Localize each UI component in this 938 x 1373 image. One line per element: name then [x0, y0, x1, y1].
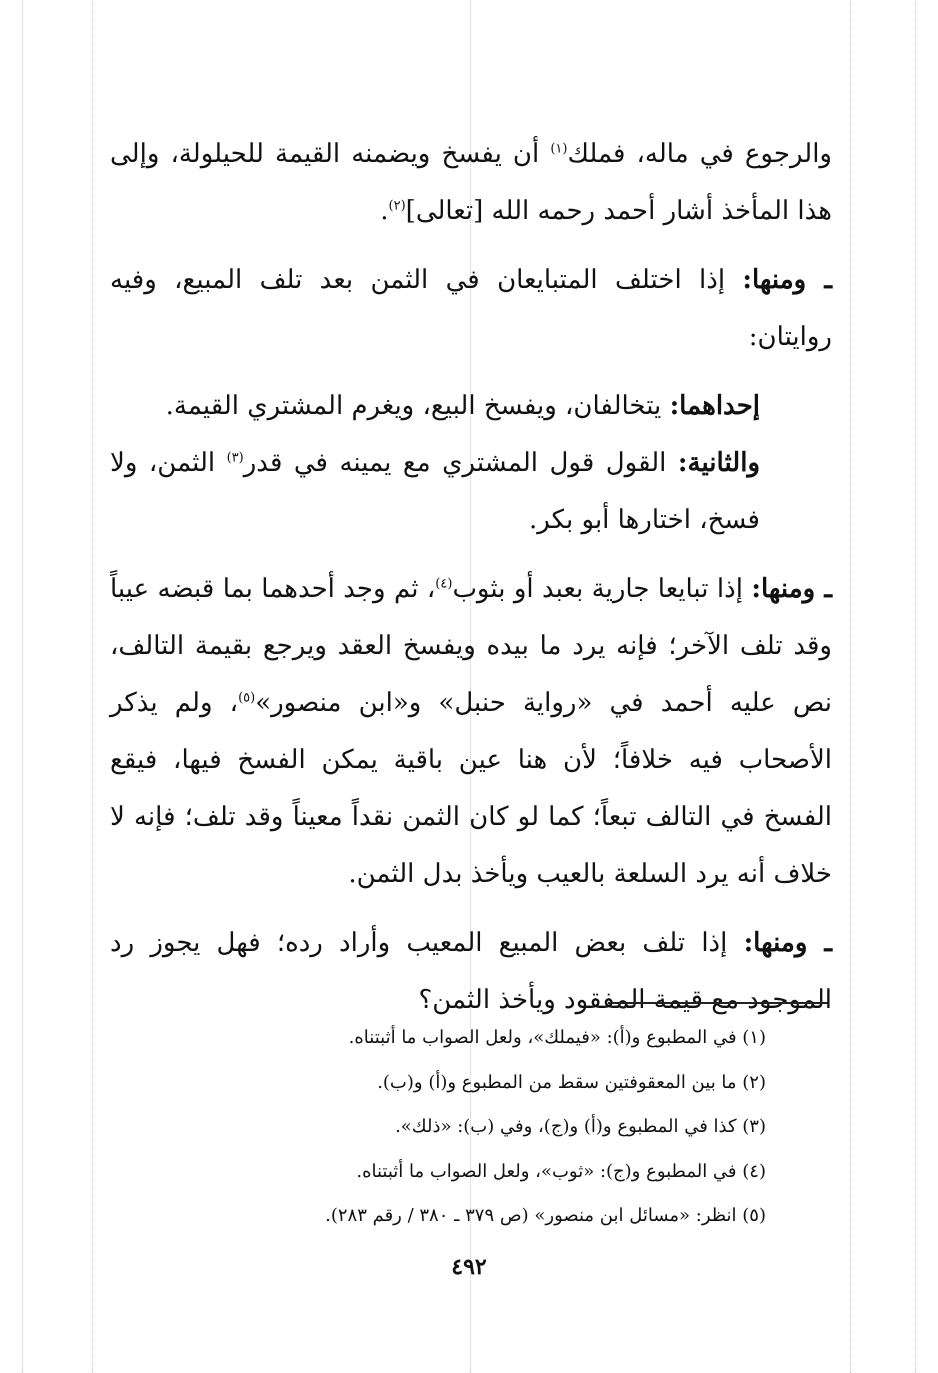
- paragraph-intro: [110, 126, 832, 240]
- text-segment: .: [380, 196, 389, 226]
- footnote-divider: [608, 1002, 828, 1004]
- footnote-2: (٢) ما بين المعقوفتين سقط من المطبوع و(أ) و(ب).: [377, 1071, 766, 1093]
- paragraph-price-dispute: [110, 252, 832, 366]
- paragraph-partial-loss: [110, 915, 832, 1029]
- paragraph-label: إحداهما:: [669, 391, 760, 421]
- text-segment: الثمن، ولا فسخ، اختارها أبو بكر.: [110, 448, 760, 535]
- footnotes: [166, 1016, 766, 1239]
- page-number: ٤٩٢: [451, 1254, 487, 1280]
- scan-guide-line: [22, 0, 23, 1373]
- text-segment: ، ثم وجد أحدهما بما قبضه عيباً وقد تلف الآخر؛ فإنه يرد ما بيده ويفسخ العقد ويرجع بقيمة التالف، نص عليه أحمد في «رواية حنبل» و«ابن منصور»: [110, 574, 832, 718]
- text-segment: القول قول المشتري مع يمينه في قدر: [243, 448, 667, 478]
- paragraph-label: ـ ومنها:: [742, 265, 832, 295]
- main-text: [110, 126, 832, 1029]
- paragraph-second-narration: [110, 435, 832, 549]
- paragraph-first-narration: [110, 378, 832, 435]
- footnote-1: (١) في المطبوع و(أ): «فيملك»، ولعل الصواب ما أثبتناه.: [348, 1027, 766, 1048]
- text-segment: إذا تلف بعض المبيع المعيب وأراد رده؛ فهل يجوز رد الموجود مع قيمة المفقود ويأخذ الثمن؟: [110, 928, 832, 1015]
- text-segment: أن يفسخ ويضمنه القيمة للحيلولة، وإلى هذا المأخذ أشار أحمد رحمه الله [تعالى]: [110, 139, 832, 226]
- paragraph-label: ـ ومنها:: [751, 574, 832, 604]
- footnote-ref: (٥): [238, 690, 256, 706]
- footnote-ref: (٣): [226, 450, 244, 466]
- footnote-ref: (٢): [388, 198, 406, 214]
- text-segment: يتخالفان، ويفسخ البيع، ويغرم المشتري القيمة.: [165, 391, 662, 421]
- footnote-5: (٥) انظر: «مسائل ابن منصور» (ص ٣٧٩ ـ ٣٨٠ / رقم ٢٨٣).: [325, 1205, 766, 1226]
- scan-guide-line: [915, 0, 916, 1373]
- footnote-ref: (٤): [435, 576, 453, 592]
- footnote-3: (٣) كذا في المطبوع و(أ) و(ج)، وفي (ب): «ذلك».: [395, 1116, 766, 1137]
- text-segment: إذا اختلف المتبايعان في الثمن بعد تلف المبيع، وفيه روايتان:: [110, 265, 832, 352]
- text-segment: إذا تبايعا جارية بعبد أو بثوب: [452, 574, 743, 604]
- paragraph-barter-defect: [110, 561, 832, 903]
- paragraph-label: والثانية:: [677, 448, 760, 478]
- text-segment: ، ولم يذكر الأصحاب فيه خلافاً؛ لأن هنا عين باقية يمكن الفسخ فيها، فيقع الفسخ في التالف تبعاً؛ كما لو كان الثمن نقداً معيناً وقد تلف؛ فإنه لا خلاف أنه يرد السلعة بالعيب ويأخذ بدل الثمن.: [110, 688, 832, 889]
- scan-guide-line: [850, 0, 851, 1373]
- footnote-ref: (١): [550, 141, 568, 157]
- scan-guide-line: [92, 0, 93, 1373]
- footnote-4: (٤) في المطبوع و(ج): «ثوب»، ولعل الصواب ما أثبتناه.: [356, 1160, 766, 1182]
- text-segment: والرجوع في ماله، فملك: [567, 139, 832, 169]
- paragraph-label: ـ ومنها:: [743, 928, 833, 958]
